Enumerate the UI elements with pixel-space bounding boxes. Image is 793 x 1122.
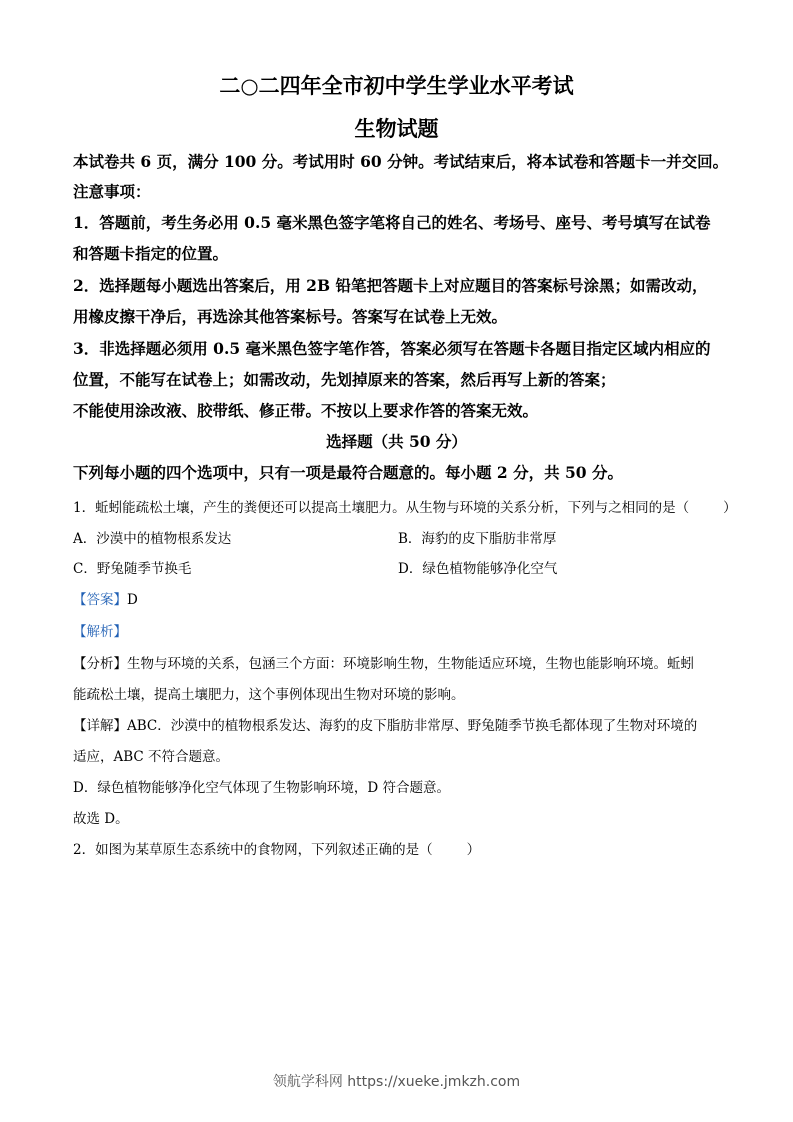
question-1-conclusion: 故选 D。 [73,811,129,827]
exam-title: 二○二四年全市初中学生学业水平考试 [219,73,574,98]
question-1-stem [73,496,737,516]
question-1-option-c: C．野兔随季节换毛 [73,561,192,577]
notice-item-1-cont: 和答题卡指定的位置。 [73,244,229,263]
question-1-fenxi-cont: 能疏松土壤，提高土壤肥力，这个事例体现出生物对环境的影响。 [73,687,465,703]
question-1-option-b: B．海豹的皮下脂肪非常厚 [398,531,557,547]
question-1-option-d: D．绿色植物能够净化空气 [398,561,558,577]
section-title: 选择题（共 50 分） [326,432,467,451]
fenxi-tag: 【分析】 [73,656,127,672]
question-2-stem-text: 2．如图为某草原生态系统中的食物网，下列叙述正确的是（ [73,842,433,858]
notice-item-2: 2．选择题每小题选出答案后，用 2B 铅笔把答题卡上对应题目的答案标号涂黑；如需改动， [73,276,708,295]
fenxi-text: 生物与环境的关系，包涵三个方面：环境影响生物，生物能适应环境，生物也能影响环境。蚯蚓 [127,656,694,672]
question-1-xiangjie [73,714,697,734]
question-1-analysis-heading [73,620,127,640]
xiangjie-text: ABC．沙漠中的植物根系发达、海豹的皮下脂肪非常厚、野兔随季节换毛都体现了生物对环境的 [127,718,698,734]
question-1-fenxi [73,652,694,672]
answer-tag: 【答案】 [73,592,127,608]
notice-item-3-cont: 位置，不能写在试卷上；如需改动，先划掉原来的答案，然后再写上新的答案； [73,370,616,389]
question-1-xiangjie-d: D．绿色植物能够净化空气体现了生物影响环境，D 符合题意。 [73,780,450,796]
question-1-xiangjie-cont: 适应，ABC 不符合题意。 [73,749,230,765]
answer-value: D [127,592,138,608]
notice-item-1: 1．答题前，考生务必用 0.5 毫米黑色签字笔将自己的姓名、考场号、座号、考号填写在试卷 [73,213,711,232]
subject-title: 生物试题 [354,116,439,141]
analysis-tag: 【解析】 [73,624,127,640]
notice-item-3-cont2: 不能使用涂改液、胶带纸、修正带。不按以上要求作答的答案无效。 [73,401,539,420]
question-1-answer [73,588,138,608]
notice-item-3: 3．非选择题必须用 0.5 毫米黑色签字笔作答，答案必须写在答题卡各题目指定区域内相应的 [73,339,711,358]
xiangjie-tag: 【详解】 [73,718,127,734]
question-1-stem-close: ） [723,500,737,516]
notice-intro: 本试卷共 6 页，满分 100 分。考试用时 60 分钟。考试结束后，将本试卷和答题卡一并交回。 [73,152,729,171]
question-1-option-a: A．沙漠中的植物根系发达 [73,531,232,547]
notice-heading: 注意事项： [73,182,151,201]
notice-item-2-cont: 用橡皮擦干净后，再选涂其他答案标号。答案写在试卷上无效。 [73,307,508,326]
section-instruction: 下列每小题的四个选项中，只有一项是最符合题意的。每小题 2 分，共 50 分。 [73,463,623,482]
footer-watermark: 领航学科网 https://xueke.jmkzh.com [272,1074,521,1090]
question-1-stem-text: 1．蚯蚓能疏松土壤，产生的粪便还可以提高土壤肥力。从生物与环境的关系分析，下列与之相同的是（ [73,500,690,516]
question-2-stem-close: ） [466,842,481,858]
question-2-stem [73,838,480,858]
